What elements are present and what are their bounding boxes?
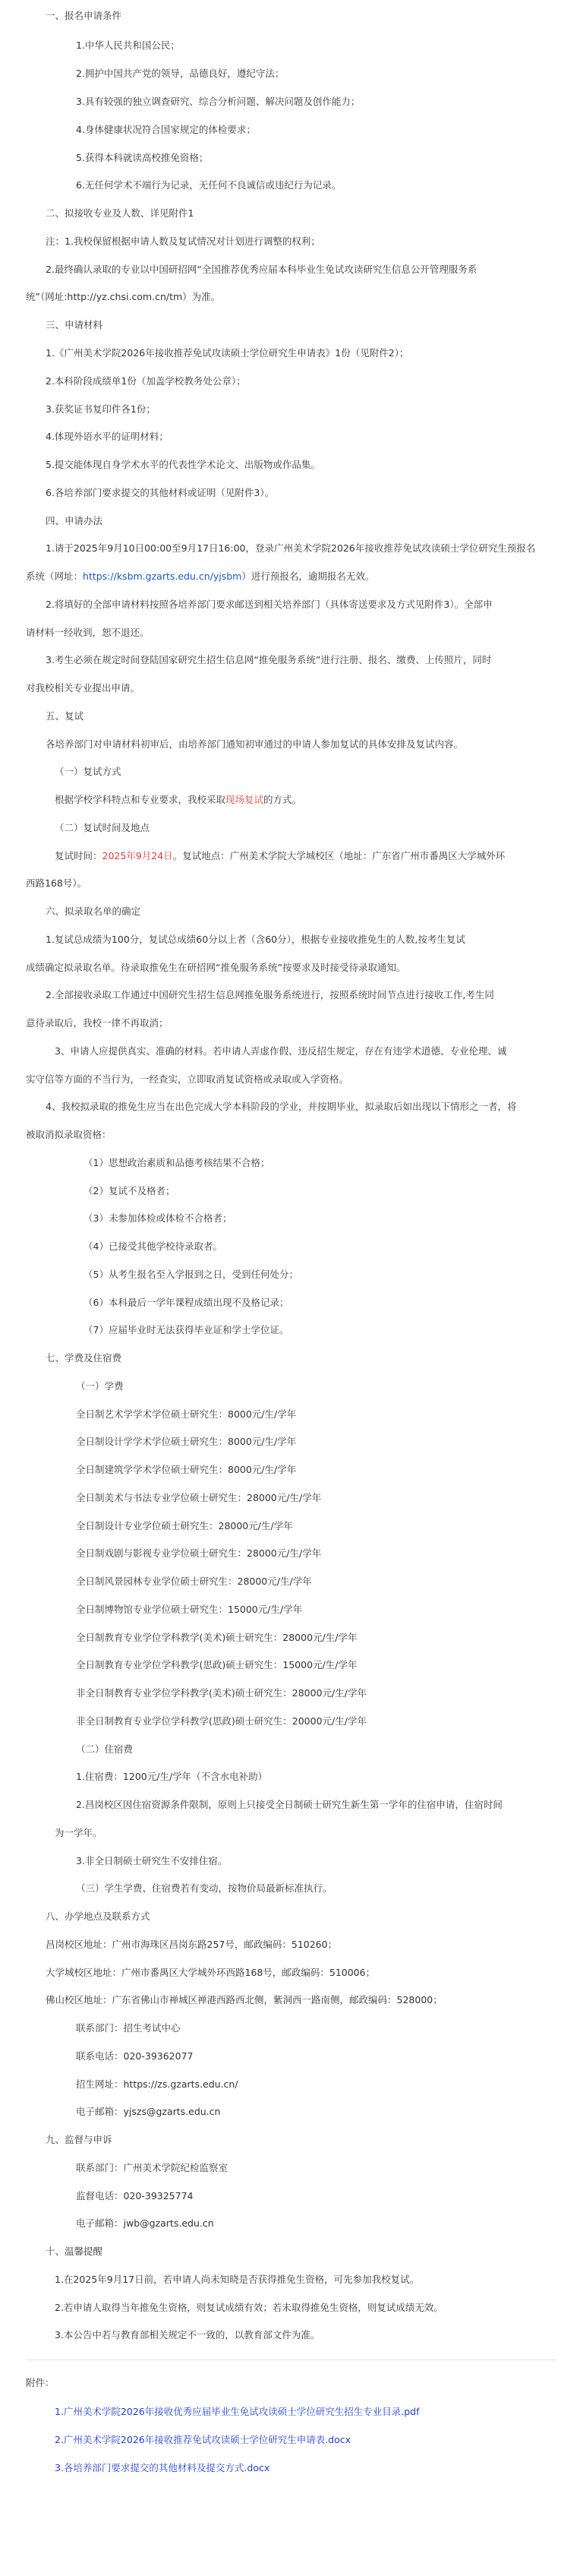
sec4-para-2a: 2.将填好的全部申请材料按照各培养部门要求邮送到相关培养部门（具体寄送要求及方式见附件3）。全部申 xyxy=(46,599,493,610)
sec5-time-tail: 西路168号）。 xyxy=(26,877,87,889)
fee-item-1: 全日制艺术学学术学位硕士研究生：8000元/生/学年 xyxy=(76,1408,297,1420)
sec6-item-7: （7）应届毕业时无法获得毕业证和学士学位证。 xyxy=(84,1324,289,1335)
sec5-time-pre: 复试时间： xyxy=(55,850,102,861)
sec7-sub-3: （三）学生学费、住宿费若有变动，按物价局最新标准执行。 xyxy=(76,1882,332,1894)
fee-item-7: 全日制风景园林专业学位硕士研究生：28000元/生/学年 xyxy=(76,1576,312,1587)
fee-item-8: 全日制博物馆专业学位硕士研究生：15000元/生/学年 xyxy=(76,1604,303,1615)
section-1-title: 一、报名申请条件 xyxy=(46,10,122,21)
reminder-1: 1.在2025年9月17日前，若申请人尚未知晓是否获得推免生资格，可先参加我校复试。 xyxy=(55,2274,420,2285)
sec6-item-3: （3）未参加体检或体检不合格者； xyxy=(84,1212,232,1224)
sec7-sub-1: （一）学费 xyxy=(76,1380,124,1392)
sec2-para-2a: 2.最终确认录取的专业以中国研招网“全国推荐优秀应届本科毕业生免试攻读研究生信息公开管理服务系 xyxy=(46,264,477,275)
fee-item-2: 全日制设计学学术学位硕士研究生：8000元/生/学年 xyxy=(76,1436,297,1447)
sec4-para-3a: 3.考生必须在规定时间登陆国家研究生招生信息网“推免服务系统”进行注册、报名、缴费、上传照片，同时 xyxy=(46,654,492,665)
sec5-method xyxy=(55,793,301,807)
sec4-para-1a: 1.请于2025年9月10日00:00至9月17日16:00，登录广州美术学院2026年接收推荐免试攻读硕士学位研究生预报名 xyxy=(46,542,536,554)
address-university-town: 大学城校区地址：广州市番禺区大学城外环西路168号，邮政编码：510006； xyxy=(46,1967,376,1978)
sec6-para-2a: 2.全部接收录取工作通过中国研究生招生信息网推免服务系统进行，按照系统时间节点进行接收工作,考生同 xyxy=(46,989,494,1000)
sec6-para-1b: 成绩确定拟录取名单。待录取推免生在研招网“推免服务系统”按要求及时接受待录取通知。 xyxy=(26,962,406,973)
sec2-note: 注：1.我校保留根据申请人数及复试情况对计划进行调整的权利； xyxy=(46,235,320,247)
sec7-acc-3: 3.非全日制硕士研究生不安排住宿。 xyxy=(76,1855,228,1866)
sec7-sub-2: （二）住宿费 xyxy=(76,1743,134,1755)
fee-item-5: 全日制设计专业学位硕士研究生：28000元/生/学年 xyxy=(76,1520,293,1531)
sec1-item-6: 6.无任何学术不端行为记录，无任何不良诚信或违纪行为记录。 xyxy=(76,179,342,191)
sec7-acc-2b: 为一学年。 xyxy=(55,1827,102,1838)
sec9-email: 电子邮箱：jwb@gzarts.edu.cn xyxy=(76,2217,214,2229)
attachment-link-3[interactable]: 3.各培养部门要求提交的其他材料及提交方式.docx xyxy=(55,2462,270,2473)
sec6-para-4a: 4、我校拟录取的推免生应当在出色完成大学本科阶段的学业，并按期毕业，拟录取后如出现以下情形之一者，将 xyxy=(46,1101,517,1112)
sec4-para-1b-pre: 系统（网址： xyxy=(26,571,84,582)
reminder-3: 3.本公告中若与教育部相关规定不一致的，以教育部文件为准。 xyxy=(55,2329,320,2341)
sec6-para-1a: 1.复试总成绩为100分，复试总成绩60分以上者（含60分），根据专业接收推免生的人数,按考生复试 xyxy=(46,934,465,945)
fee-item-4: 全日制美术与书法专业学位硕士研究生：28000元/生/学年 xyxy=(76,1492,322,1503)
attachments-divider xyxy=(26,2359,557,2360)
sec6-para-4b: 被取消拟录取资格： xyxy=(26,1129,112,1140)
sec1-item-1: 1.中华人民共和国公民； xyxy=(76,40,180,51)
prereg-system-link[interactable]: https://ksbm.gzarts.edu.cn/yjsbm xyxy=(83,571,242,582)
fee-item-3: 全日制建筑学学术学位硕士研究生：8000元/生/学年 xyxy=(76,1464,297,1475)
fee-item-12: 非全日制教育专业学位学科教学(思政)硕士研究生：20000元/生/学年 xyxy=(76,1715,367,1727)
sec6-para-3b: 实守信等方面的不当行为，一经查实，立即取消复试资格或录取或入学资格。 xyxy=(26,1073,349,1085)
sec5-intro: 各培养部门对申请材料初审后，由培养部门通知初审通过的申请人参加复试的具体安排及复试内容。 xyxy=(46,738,464,750)
address-foshan: 佛山校区地址：广东省佛山市禅城区禅港西路西北侧，紫洞西一路南侧，邮政编码：528000； xyxy=(46,1994,443,2005)
sec9-dept: 联系部门：广州美术学院纪检监察室 xyxy=(76,2162,228,2173)
sec3-item-5: 5.提交能体现自身学术水平的代表性学术论文、出版物或作品集。 xyxy=(46,459,320,470)
sec1-item-5: 5.获得本科就读高校推免资格； xyxy=(76,152,209,163)
fee-item-11: 非全日制教育专业学位学科教学(美术)硕士研究生：28000元/生/学年 xyxy=(76,1687,367,1699)
fee-item-10: 全日制教育专业学位学科教学(思政)硕士研究生：15000元/生/学年 xyxy=(76,1659,358,1670)
sec6-item-2: （2）复试不及格者； xyxy=(84,1185,175,1196)
sec5-time xyxy=(55,849,505,863)
sec6-item-5: （5）从考生报名至入学报到之日，受到任何处分； xyxy=(84,1269,298,1280)
sec6-item-6: （6）本科最后一学年课程成绩出现不及格记录； xyxy=(84,1297,289,1308)
sec9-phone: 监督电话：020-39325774 xyxy=(76,2190,194,2201)
address-changgang: 昌岗校区地址：广州市海珠区昌岗东路257号，邮政编码：510260； xyxy=(46,1939,338,1950)
sec8-email: 电子邮箱：yjszs@gzarts.edu.cn xyxy=(76,2106,221,2117)
sec3-item-4: 4.体现外语水平的证明材料； xyxy=(46,431,169,442)
sec8-dept: 联系部门：招生考试中心 xyxy=(76,2022,181,2034)
sec5-method-post: 的方式。 xyxy=(263,794,302,805)
section-2-title: 二、拟接收专业及人数、详见附件1 xyxy=(46,207,194,219)
sec5-sub-2: （二）复试时间及地点 xyxy=(55,822,150,833)
attachment-link-2[interactable]: 2.广州美术学院2026年接收推荐免试攻读硕士学位研究生申请表.docx xyxy=(55,2434,351,2445)
sec5-method-pre: 根据学校学科特点和专业要求，我校采取 xyxy=(55,794,226,805)
sec4-para-3b: 对我校相关专业提出申请。 xyxy=(26,682,140,694)
sec5-method-highlight: 现场复试 xyxy=(225,794,264,805)
sec3-item-6: 6.各培养部门要求提交的其他材料或证明（见附件3）。 xyxy=(46,487,275,498)
sec8-website: 招生网址：https://zs.gzarts.edu.cn/ xyxy=(76,2078,238,2090)
section-5-title: 五、复试 xyxy=(46,710,84,722)
sec4-para-1b-post: ）进行预报名，逾期报名无效。 xyxy=(241,571,375,582)
sec3-item-2: 2.本科阶段成绩单1份（加盖学校教务处公章）； xyxy=(46,375,246,387)
section-8-title: 八、办学地点及联系方式 xyxy=(46,1911,150,1922)
sec6-para-3a: 3、申请人应提供真实、准确的材料。若申请人弄虚作假、违反招生规定，存在有违学术道德、专业伦理、诚 xyxy=(55,1045,507,1057)
sec1-item-3: 3.具有较强的独立调查研究、综合分析问题、解决问题及创作能力； xyxy=(76,96,361,107)
sec7-acc-2a: 2.昌岗校区因住宿资源条件限制，原则上只接受全日制硕士研究生新生第一学年的住宿申请，住宿时间 xyxy=(76,1799,503,1810)
sec4-para-1b xyxy=(26,570,374,583)
sec5-sub-1: （一）复试方式 xyxy=(55,766,121,777)
sec7-acc-1: 1.住宿费：1200元/生/学年（不含水电补助） xyxy=(76,1771,268,1782)
section-9-title: 九、监督与申诉 xyxy=(46,2134,112,2145)
sec3-item-3: 3.获奖证书复印件各1份； xyxy=(46,403,156,415)
fee-item-6: 全日制戏剧与影视专业学位硕士研究生：28000元/生/学年 xyxy=(76,1547,322,1559)
section-7-title: 七、学费及住宿费 xyxy=(46,1352,122,1364)
section-10-title: 十、温馨提醒 xyxy=(46,2246,103,2257)
sec4-para-2b: 请材料一经收到，恕不退还。 xyxy=(26,627,150,638)
attachments-label: 附件： xyxy=(26,2377,55,2388)
sec5-time-post: 。复试地点：广州美术学院大学城校区（地址：广东省广州市番禺区大学城外环 xyxy=(172,850,506,861)
sec6-para-2b: 意待录取后，我校一律不再取消； xyxy=(26,1017,169,1029)
fee-item-9: 全日制教育专业学位学科教学(美术)硕士研究生：28000元/生/学年 xyxy=(76,1632,358,1643)
attachment-link-1[interactable]: 1.广州美术学院2026年接收优秀应届毕业生免试攻读硕士学位研究生招生专业目录.pdf xyxy=(55,2406,420,2417)
sec6-item-1: （1）思想政治素质和品德考核结果不合格； xyxy=(84,1157,270,1168)
sec6-item-4: （4）已接受其他学校待录取者。 xyxy=(84,1241,222,1252)
reminder-2: 2.若申请人取得当年推免生资格，则复试成绩有效；若未取得推免生资格，则复试成绩无效。 xyxy=(55,2302,443,2313)
sec1-item-2: 2.拥护中国共产党的领导，品德良好，遵纪守法； xyxy=(76,68,285,79)
sec5-time-date: 2025年9月24日 xyxy=(102,850,173,861)
section-6-title: 六、拟录取名单的确定 xyxy=(46,906,141,917)
sec2-para-2b: 统”（网址:http://yz.chsi.com.cn/tm）为准。 xyxy=(26,291,221,302)
sec3-item-1: 1.《广州美术学院2026年接收推荐免试攻读硕士学位研究生申请表》1份（见附件2）； xyxy=(46,347,409,359)
sec8-phone: 联系电话：020-39362077 xyxy=(76,2050,194,2062)
section-4-title: 四、申请办法 xyxy=(46,515,103,526)
section-3-title: 三、申请材料 xyxy=(46,319,103,330)
sec1-item-4: 4.身体健康状况符合国家规定的体检要求； xyxy=(76,124,256,135)
